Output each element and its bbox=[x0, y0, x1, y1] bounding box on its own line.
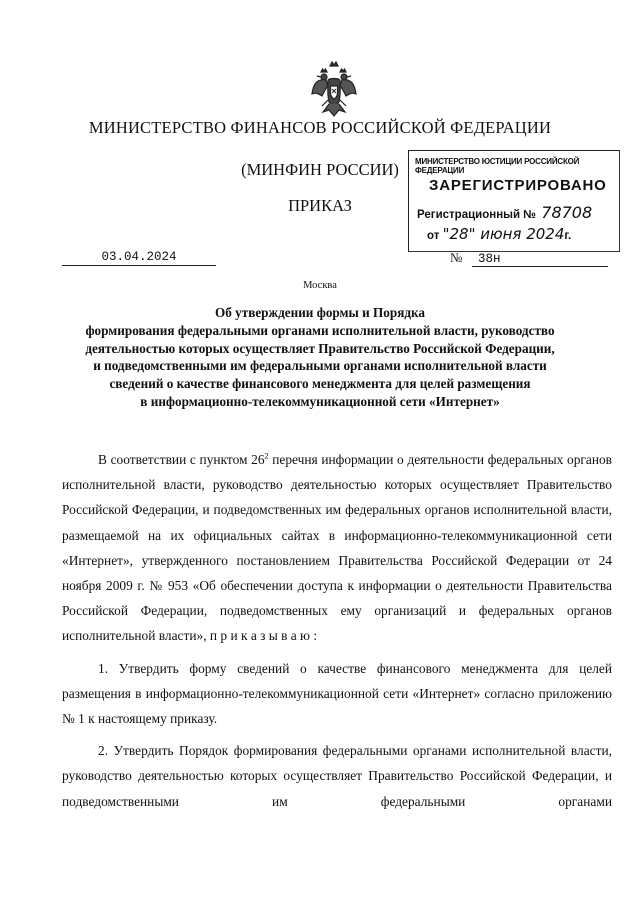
title-line: и подведомственными им федеральными органами исполнительной власти bbox=[93, 358, 547, 374]
city: Москва bbox=[303, 280, 337, 291]
stamp-reg-label: Регистрационный № bbox=[417, 209, 537, 221]
stamp-date-suffix: г. bbox=[564, 230, 572, 242]
registration-stamp bbox=[408, 150, 620, 252]
order-item-2: 2. Утвердить Порядок формирования федеральными органами исполнительной власти, руководство деятельностью которых осуществляет Правительство Российской Федерации, и подведомственными им федеральными органами bbox=[62, 743, 612, 809]
order-number: 38н bbox=[472, 252, 608, 267]
preamble-rest: перечня информации о деятельности федеральных органов исполнительной власти, руководство деятельностью которых осуществляет Правительство Российской Федерации, и подведомственных им федеральных органов исполнительной власти, размещаемой на их официальных сайтах в информационно-телекоммуникационной сети «Интернет», утвержденного постановлением Правительства Российской Федерации от 24 ноября 2009 г. № 953 «Об обеспечении доступа к информации о деятельности Правительства Российской Федерации, подведомственных ему организаций и федеральных органов исполнительной власти», п р и к а з ы в а ю : bbox=[62, 452, 613, 644]
order-item-1: 1. Утвердить форму сведений о качестве финансового менеджмента для целей размещения в информационно-телекоммуникационной сети «Интернет» согласно приложению № 1 к настоящему приказу. bbox=[62, 660, 612, 727]
order-title bbox=[40, 304, 600, 411]
title-line: в информационно-телекоммуникационной сети «Интернет» bbox=[140, 393, 500, 409]
stamp-date-prefix: от bbox=[427, 230, 440, 242]
order-body bbox=[62, 447, 612, 814]
stamp-reg-line bbox=[417, 203, 592, 222]
ministry-short-name: (МИНФИН РОССИИ) bbox=[241, 160, 399, 179]
ministry-name: МИНИСТЕРСТВО ФИНАНСОВ РОССИЙСКОЙ ФЕДЕРАЦИИ bbox=[88, 118, 552, 137]
title-line: Об утверждении формы и Порядка bbox=[214, 305, 425, 320]
order-number-block bbox=[450, 250, 612, 267]
preamble-start: В соответствии с пунктом 26 bbox=[98, 452, 265, 467]
stamp-date-line bbox=[427, 225, 571, 243]
stamp-date-handwritten: "28" июня 2024 bbox=[442, 225, 565, 243]
title-line: формирования федеральными органами исполнительной власти, руководство bbox=[85, 322, 555, 338]
footnote-superscript: 2 bbox=[264, 451, 269, 461]
coat-of-arms-icon bbox=[310, 60, 358, 120]
title-line: сведений о качестве финансового менеджмента для целей размещения bbox=[109, 376, 531, 392]
stamp-reg-number: 78708 bbox=[541, 203, 593, 222]
document-type: ПРИКАЗ bbox=[288, 196, 352, 215]
stamp-registered: ЗАРЕГИСТРИРОВАНО bbox=[429, 177, 607, 194]
order-date: 03.04.2024 bbox=[62, 250, 216, 266]
number-sign: № bbox=[450, 250, 463, 265]
title-line: деятельностью которых осуществляет Правительство Российской Федерации, bbox=[85, 340, 555, 356]
preamble-paragraph bbox=[62, 447, 612, 649]
stamp-authority: МИНИСТЕРСТВО ЮСТИЦИИ РОССИЙСКОЙ ФЕДЕРАЦИИ bbox=[415, 157, 580, 175]
